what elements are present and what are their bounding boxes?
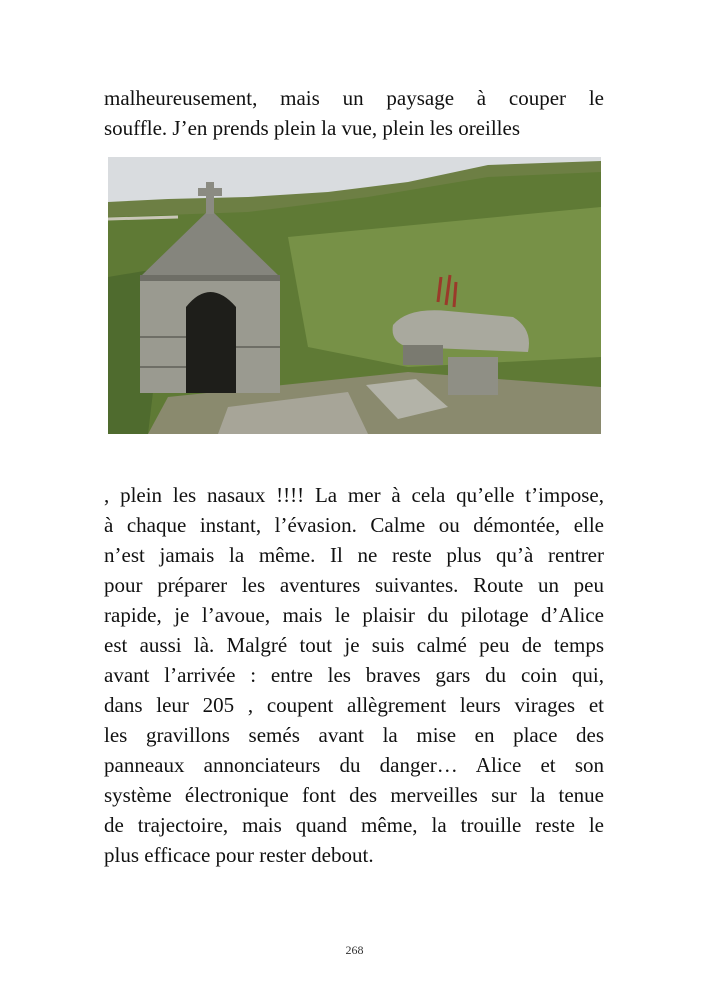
fountain-photo-illustration [108, 157, 601, 434]
slab-support-left [403, 345, 443, 365]
text-line: dans leur 205 , coupent allègrement leurs virages et [104, 693, 604, 717]
top-paragraph [104, 83, 604, 143]
text-line: panneaux annonciateurs du danger… Alice et son [104, 753, 604, 777]
fountain-photo [108, 157, 601, 434]
cross-post [206, 182, 214, 214]
fountain-doorway [186, 292, 236, 393]
text-line: plus efficace pour rester debout. [104, 843, 374, 867]
text-line: avant l’arrivée : entre les braves gars du coin qui, [104, 663, 604, 687]
text-line: système électronique font des merveilles sur la tenue [104, 783, 604, 807]
text-line: , plein les nasaux !!!! La mer à cela qu’elle t’impose, [104, 483, 604, 507]
text-line: rapide, je l’avoue, mais le plaisir du pilotage d’Alice [104, 603, 604, 627]
text-line: n’est jamais la même. Il ne reste plus qu’à rentrer [104, 543, 604, 567]
page-number: 268 [345, 943, 364, 957]
text-line: souffle. J’en prends plein la vue, plein les oreilles [104, 116, 521, 140]
bottom-paragraph [104, 480, 604, 870]
cross-arm [198, 188, 222, 196]
text-line: pour préparer les aventures suivantes. Route un peu [104, 573, 604, 597]
text-line: à chaque instant, l’évasion. Calme ou démontée, elle [104, 513, 604, 537]
text-line: malheureusement, mais un paysage à couper le [104, 86, 604, 110]
fence [108, 217, 178, 219]
text-line: les gravillons semés avant la mise en place des [104, 723, 604, 747]
slab-support-right [448, 357, 498, 395]
text-line: de trajectoire, mais quand même, la trouille reste le [104, 813, 604, 837]
text-line: est aussi là. Malgré tout je suis calmé peu de temps [104, 633, 604, 657]
roof-edge [140, 275, 280, 281]
